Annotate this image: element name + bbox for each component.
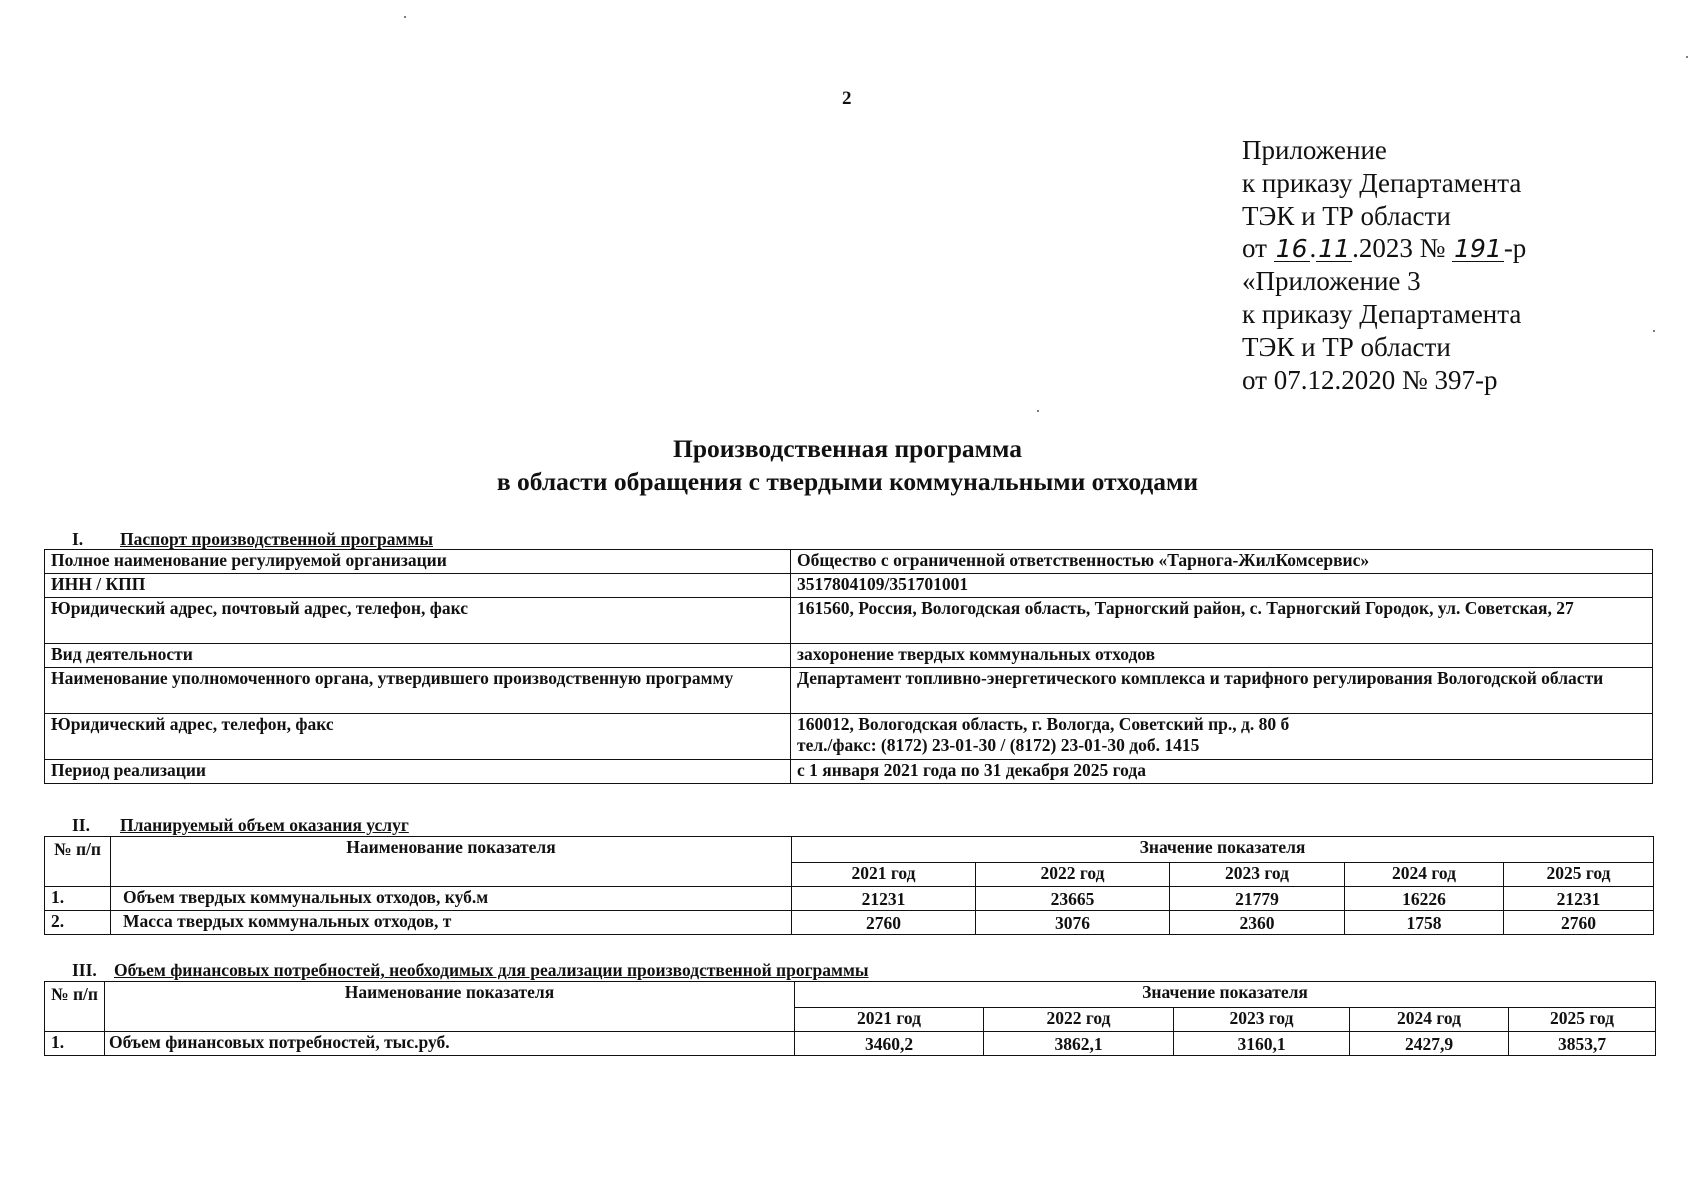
row-number: 1. [45,1032,105,1056]
title-line-1: Производственная программа [673,434,1022,463]
year-header: 2023 год [1174,1008,1350,1032]
passport-label: Период реализации [45,760,791,784]
order-date-prefix: от [1242,233,1274,264]
col-value-header: Значение показателя [792,837,1654,863]
col-name-header: Наименование показателя [111,837,792,887]
handwritten-day: 16 [1275,234,1308,264]
row-value: 21231 [792,887,976,911]
appendix-line: ТЭК и ТР области [1242,200,1451,231]
table-row [45,714,1653,760]
passport-label: Вид деятельности [45,644,791,668]
table-header-row [45,837,1654,863]
row-name: Объем финансовых потребностей, тыс.руб. [105,1032,795,1056]
row-value: 2360 [1170,911,1345,935]
title-line-2: в области обращения с твердыми коммунальными отходами [496,467,1199,496]
section-3-heading [72,960,869,980]
passport-value: Общество с ограниченной ответственностью «Тарнога-ЖилКомсервис» [791,550,1653,574]
scan-speck [1686,56,1688,58]
appendix-line: Приложение [1242,135,1387,165]
appendix-line: «Приложение 3 [1242,266,1421,297]
passport-value: 161560, Россия, Вологодская область, Тарногский район, с. Тарногский Городок, ул. Советская, 27 [791,598,1653,644]
row-value: 16226 [1345,887,1504,911]
table-row [45,598,1653,644]
row-value: 3076 [976,911,1170,935]
passport-value-line: тел./факс: (8172) 23-01-30 / (8172) 23-01-30 доб. 1415 [797,735,1200,755]
table-header-row [45,982,1656,1008]
year-header: 2021 год [795,1008,984,1032]
table-row [45,887,1654,911]
table-row [45,1032,1656,1056]
section-title: Паспорт производственной программы [120,529,434,549]
order-date-sep: . [1309,233,1317,264]
section-1-heading [72,529,433,549]
year-header: 2025 год [1504,863,1654,887]
appendix-order-line [1242,232,1526,265]
year-header: 2024 год [1345,863,1504,887]
passport-label: ИНН / КПП [45,574,791,598]
section-title: Планируемый объем оказания услуг [120,815,409,835]
col-value-header: Значение показателя [795,982,1656,1008]
page-number: 2 [842,88,852,109]
row-number: 1. [45,887,111,911]
passport-value: 3517804109/351701001 [791,574,1653,598]
section-title: Объем финансовых потребностей, необходимых для реализации производственной программы [114,960,869,980]
passport-label: Юридический адрес, телефон, факс [45,714,791,760]
appendix-line: ТЭК и ТР области [1242,331,1451,362]
year-header: 2021 год [792,863,976,887]
year-header: 2024 год [1350,1008,1509,1032]
order-date-middle: .2023 № [1352,233,1453,264]
row-number: 2. [45,911,111,935]
year-header: 2022 год [976,863,1170,887]
handwritten-month: 11 [1318,234,1351,264]
col-num-header: № п/п [45,982,105,1032]
row-value: 21779 [1170,887,1345,911]
scan-speck [404,16,406,18]
table-row [45,574,1653,598]
section-number: I. [72,529,84,549]
appendix-line: к приказу Департамента [1242,167,1522,198]
passport-value: с 1 января 2021 года по 31 декабря 2025 года [791,760,1653,784]
row-value: 3853,7 [1509,1032,1656,1056]
passport-value: Департамент топливно-энергетического комплекса и тарифного регулирования Вологодской области [791,668,1653,714]
passport-value [791,714,1653,760]
col-name-header: Наименование показателя [105,982,795,1032]
passport-label: Полное наименование регулируемой организации [45,550,791,574]
document-title [0,432,1695,498]
row-name: Объем твердых коммунальных отходов, куб.м [111,887,792,911]
scan-speck [1653,330,1655,332]
finance-table [44,981,1656,1056]
passport-value-line: 160012, Вологодская область, г. Вологда, Советский пр., д. 80 б [797,714,1290,734]
year-header: 2022 год [984,1008,1174,1032]
section-number: III. [72,960,97,980]
appendix-line: от 07.12.2020 № 397-р [1242,364,1498,395]
row-value: 3160,1 [1174,1032,1350,1056]
appendix-block [1242,134,1526,396]
row-name: Масса твердых коммунальных отходов, т [111,911,792,935]
appendix-line: к приказу Департамента [1242,298,1522,329]
row-value: 1758 [1345,911,1504,935]
row-value: 3460,2 [795,1032,984,1056]
row-value: 2760 [792,911,976,935]
table-row [45,550,1653,574]
table-row [45,760,1653,784]
passport-table [44,549,1653,784]
table-row [45,644,1653,668]
volume-table [44,836,1654,935]
row-value: 2427,9 [1350,1032,1509,1056]
year-header: 2025 год [1509,1008,1656,1032]
passport-label: Наименование уполномоченного органа, утвердившего производственную программу [45,668,791,714]
section-number: II. [72,815,90,835]
row-value: 3862,1 [984,1032,1174,1056]
row-value: 2760 [1504,911,1654,935]
table-row [45,668,1653,714]
col-num-header: № п/п [45,837,111,887]
section-2-heading [72,815,409,835]
year-header: 2023 год [1170,863,1345,887]
order-number-suffix: -р [1503,233,1527,264]
passport-value: захоронение твердых коммунальных отходов [791,644,1653,668]
handwritten-order-number: 191 [1454,234,1502,264]
passport-label: Юридический адрес, почтовый адрес, телефон, факс [45,598,791,644]
row-value: 23665 [976,887,1170,911]
table-row [45,911,1654,935]
row-value: 21231 [1504,887,1654,911]
scan-speck [1037,410,1039,412]
